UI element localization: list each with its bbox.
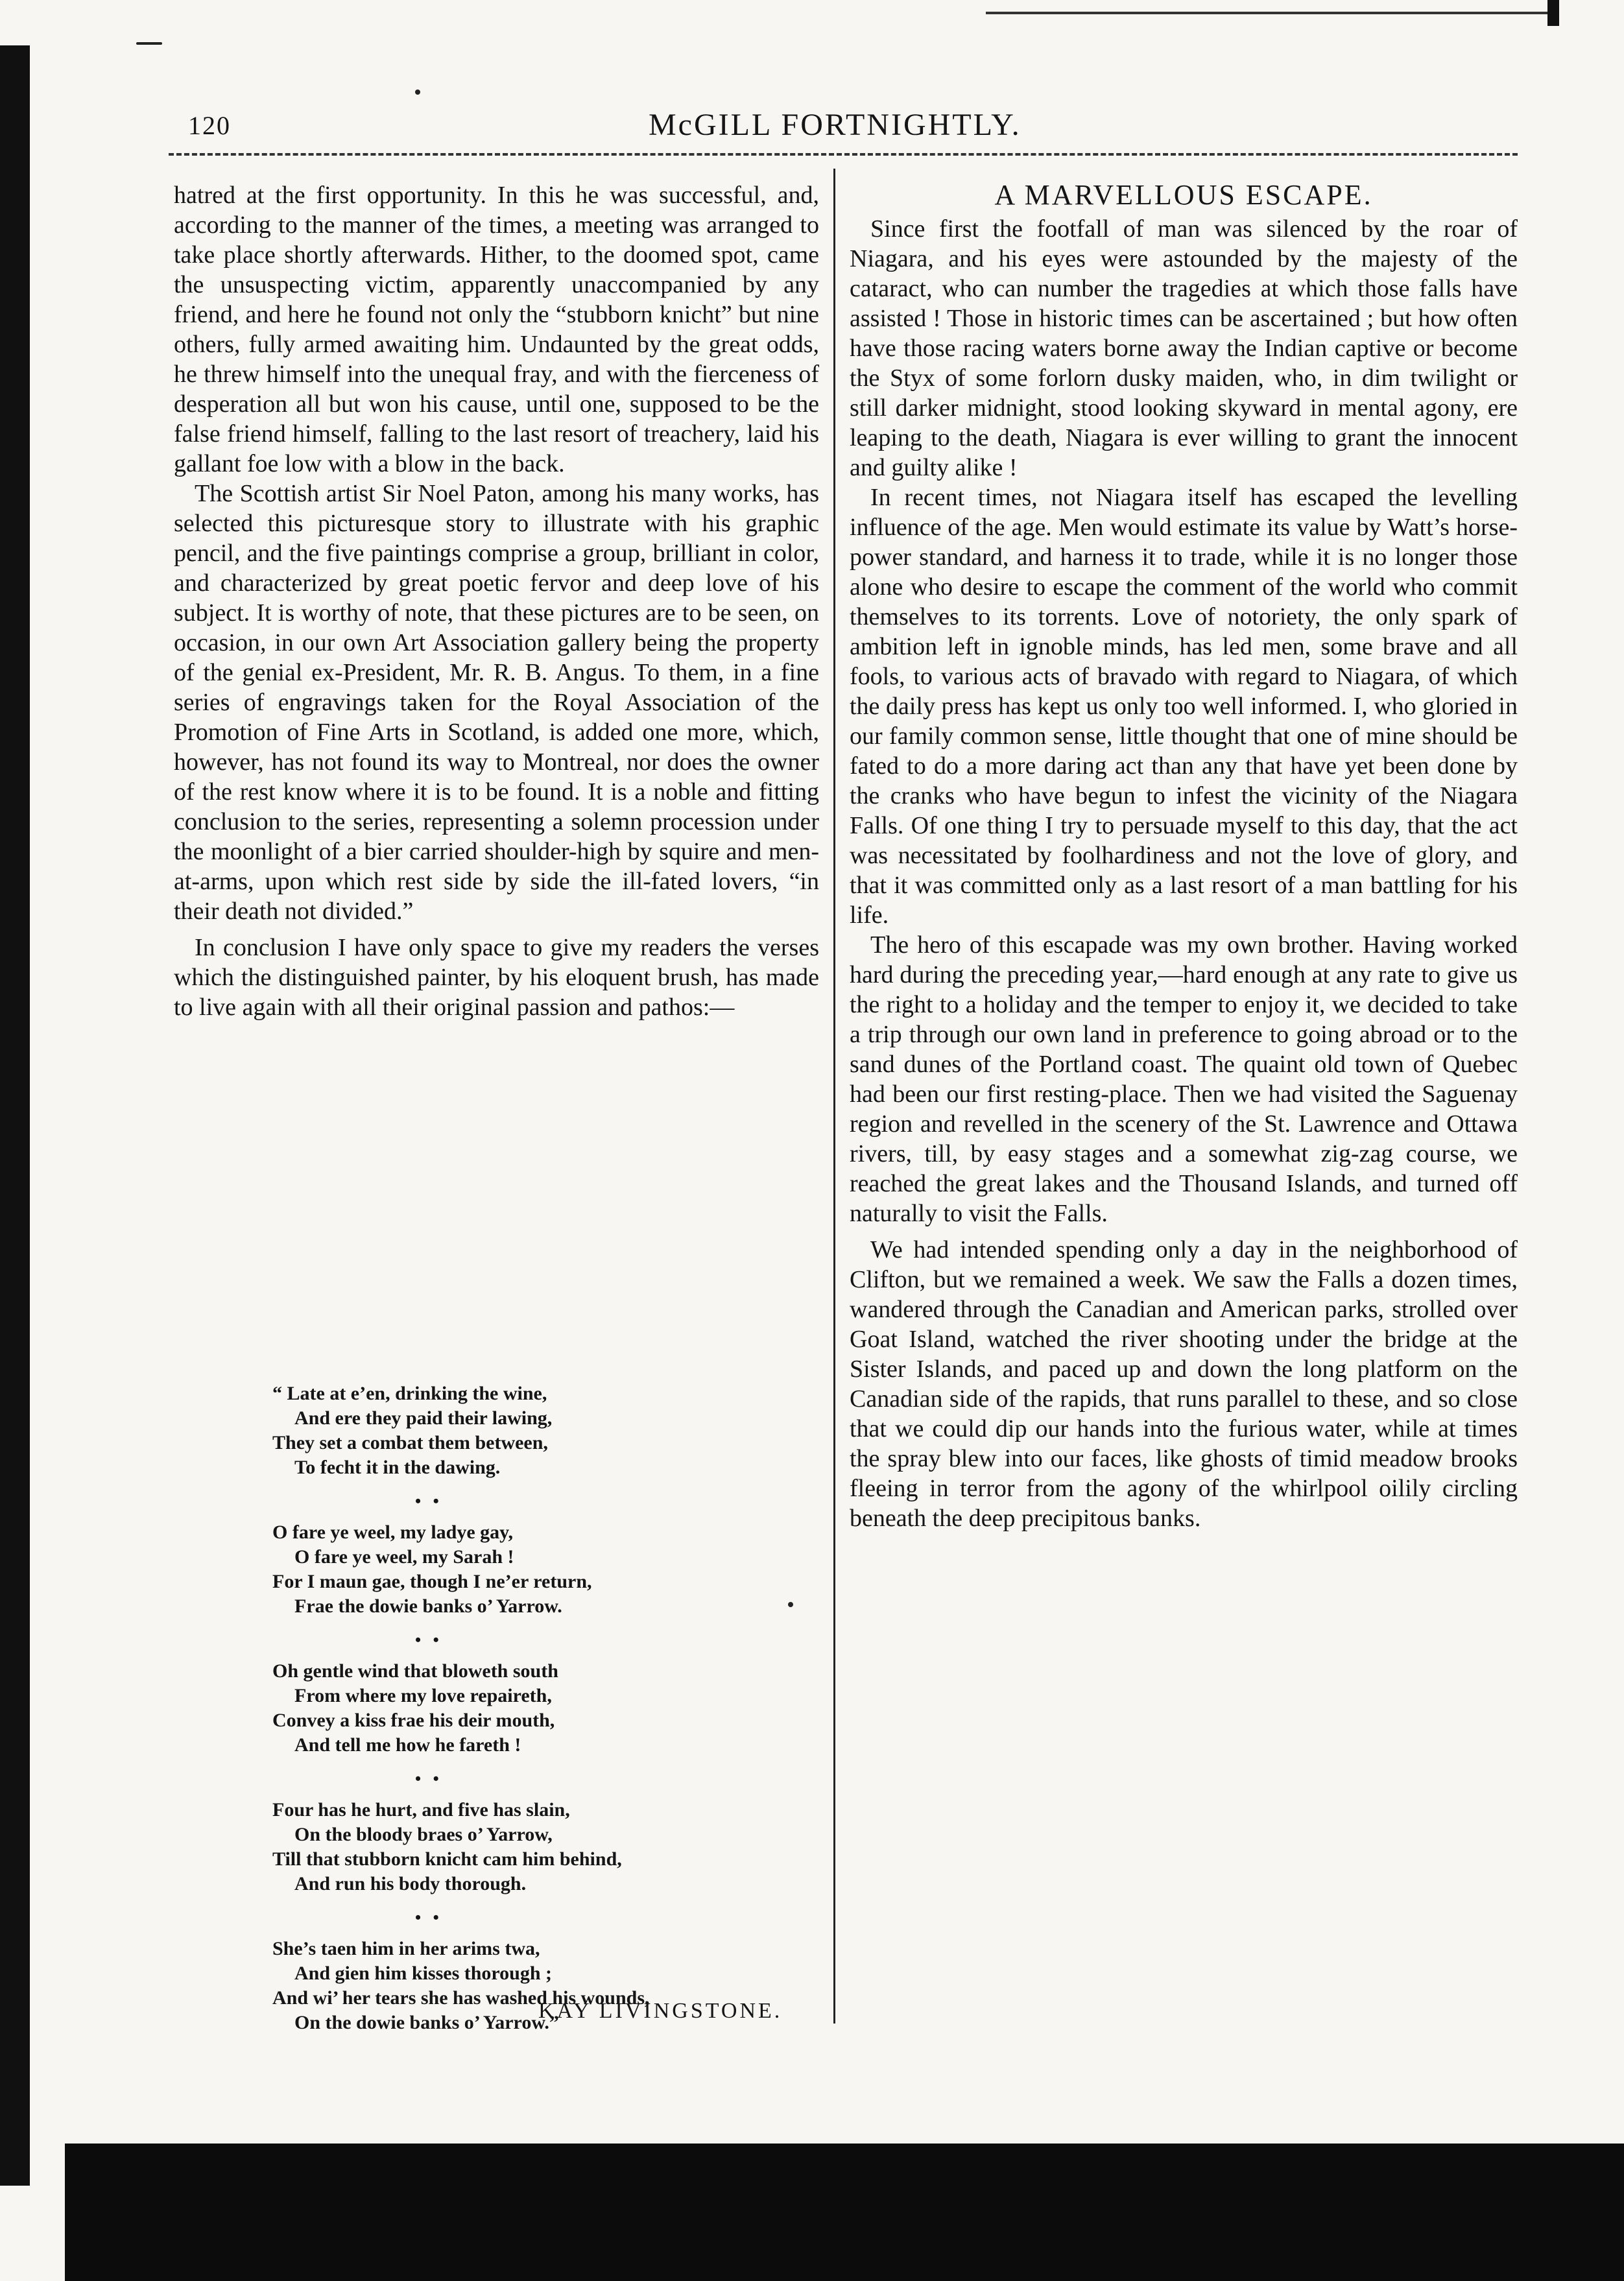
paragraph: The hero of this escapade was my own brother. Having worked hard during the preceding year,—hard enough at any rate to give us the right to a holiday and the temper to enjoy it, we decided to take a trip through our own land in preference to going abroad or to the sand dunes of the Portland coast. The quaint old town of Quebec had been our first resting-place. Then we had visited the Saguenay region and revelled in the scenery of the St. Lawrence and Ottawa rivers, till, by easy stages and a somewhat zig-zag course, we reached the great lakes and the Thousand Islands, and turned off naturally to visit the Falls. bbox=[850, 931, 1518, 1227]
poem-stanza bbox=[272, 1381, 804, 1480]
paragraph: In conclusion I have only space to give my readers the verses which the distinguished painter, by his eloquent brush, has made to live again with all their original passion and pathos:— bbox=[174, 934, 819, 1021]
poem-line: She’s taen him in her arims twa, bbox=[272, 1938, 540, 1959]
stanza-separator: • • bbox=[415, 1769, 443, 1788]
page-number: 120 bbox=[188, 111, 231, 140]
poem-line: On the dowie banks o’ Yarrow.” bbox=[294, 2012, 559, 2033]
paragraph: In recent times, not Niagara itself has escaped the levelling influence of the age. Men would estimate its value by Watt’s horse-power standard, and harness it to trade, while it is no longer those alone who desire to escape the comment of the world who commit themselves to its torrents. Love of notoriety, the only spark of ambition left in ignoble minds, has led men, some brave and all fools, to various acts of bravado with regard to Niagara, of which the daily press has kept us only too well informed. I, who gloried in our family common sense, little thought that one of mine should be fated to do a more daring act than any that have yet been done by the cranks who have begun to infest the vicinity of the Niagara Falls. Of one thing I try to persuade myself to this day, that the act was necessitated by foolhardiness and not the love of glory, and that it was committed only as a last resort of a man battling for his life. bbox=[850, 484, 1518, 929]
poem-line: Four has he hurt, and five has slain, bbox=[272, 1799, 570, 1821]
poem-stanza bbox=[272, 1520, 804, 1619]
poem-line: From where my love repaireth, bbox=[294, 1685, 552, 1706]
poem-stanza bbox=[272, 1798, 804, 1896]
poem bbox=[272, 1381, 804, 2061]
scan-mark-corner bbox=[1547, 0, 1559, 26]
poem-stanza bbox=[272, 1659, 804, 1758]
poem-line: Convey a kiss frae his deir mouth, bbox=[272, 1710, 555, 1731]
column-rule bbox=[833, 169, 835, 2024]
poem-line: Till that stubborn knicht cam him behind, bbox=[272, 1848, 622, 1870]
poem-line: “ Late at e’en, drinking the wine, bbox=[272, 1383, 547, 1404]
poem-line: And ere they paid their lawing, bbox=[294, 1407, 553, 1429]
poem-line: Frae the dowie banks o’ Yarrow. bbox=[294, 1595, 562, 1617]
paragraph: Since first the footfall of man was silenced by the roar of Niagara, and his eyes were astounded by the majesty of the cataract, who can number the tragedies at which those falls have assisted ! Those in historic times can be ascertained ; but how often have those racing waters borne away the Indian captive or become the Styx of some forlorn dusky maiden, who, in dim twilight or still darker midnight, stood looking skyward in mental agony, ere leaping to the death, Niagara is ever willing to grant the innocent and guilty alike ! bbox=[850, 215, 1518, 481]
scan-edge-bottom bbox=[65, 2144, 1624, 2281]
paragraph: hatred at the first opportunity. In this he was successful, and, according to the manner of the times, a meeting was arranged to take place shortly afterwards. Hither, to the doomed spot, came the unsuspecting victim, apparently unaccompanied by any friend, and here he found not only the “stubborn knicht” but nine others, fully armed awaiting him. Undaunted by the great odds, he threw himself into the unequal fray, and with the fierceness of desperation all but won his cause, until one, supposed to be the false friend himself, falling to the last resort of treachery, laid his gallant foe low with a blow in the back. bbox=[174, 182, 819, 477]
stanza-separator: • • bbox=[415, 1492, 443, 1511]
paragraph: We had intended spending only a day in the neighborhood of Clifton, but we remained a week. We saw the Falls a dozen times, wandered through the Canadian and American parks, strolled over Goat Island, watched the river shooting under the bridge at the Sister Islands, and paced up and down the long platform on the Canadian side of the rapids, that runs parallel to these, and so close that we could dip our hands into the furious water, while at times the spray blew into our faces, like ghosts of timid meadow brooks fleeing in terror from the agony of the whirlpool oilily circling beneath the deep precipitous banks. bbox=[850, 1236, 1518, 1532]
stanza-separator: • • bbox=[415, 1630, 443, 1649]
right-column bbox=[850, 180, 1518, 1533]
poem-line: To fecht it in the dawing. bbox=[294, 1457, 501, 1478]
scan-mark-top bbox=[986, 12, 1557, 14]
scan-speck bbox=[136, 42, 162, 45]
poem-line: O fare ye weel, my Sarah ! bbox=[294, 1546, 514, 1568]
poem-line: And gien him kisses thorough ; bbox=[294, 1963, 553, 1984]
stanza-separator: • • bbox=[415, 1908, 443, 1927]
poem-line: They set a combat them between, bbox=[272, 1432, 548, 1453]
poem-line: O fare ye weel, my ladye gay, bbox=[272, 1522, 514, 1543]
poem-line: On the bloody braes o’ Yarrow, bbox=[294, 1824, 553, 1845]
running-head: McGILL FORTNIGHTLY. bbox=[649, 108, 1021, 142]
header-rule bbox=[169, 153, 1518, 156]
poem-line: Oh gentle wind that bloweth south bbox=[272, 1660, 558, 1682]
poem-line: And tell me how he fareth ! bbox=[294, 1734, 521, 1756]
poem-line: And wi’ her tears she has washed his wounds, bbox=[272, 1987, 650, 2009]
scan-speck bbox=[415, 90, 420, 95]
author-signature: KAY LIVINGSTONE. bbox=[538, 1999, 783, 2023]
poem-line: For I maun gae, though I ne’er return, bbox=[272, 1571, 592, 1592]
left-column bbox=[174, 180, 819, 1022]
paragraph: The Scottish artist Sir Noel Paton, among his many works, has selected this picturesque story to illustrate with his graphic pencil, and the five paintings comprise a group, brilliant in color, and characterized by great poetic fervor and deep love of his subject. It is worthy of note, that these pictures are to be seen, on occasion, in our own Art Association gallery being the property of the genial ex-President, Mr. R. B. Angus. To them, in a fine series of engravings taken for the Royal Association of the Promotion of Fine Arts in Scotland, is added one more, which, however, has not found its way to Montreal, nor does the owner of the rest know where it is to be found. It is a noble and fitting conclusion to the series, representing a solemn procession under the moonlight of a bier carried shoulder-high by squire and men-at-arms, upon which rest side by side the ill-fated lovers, “in their death not divided.” bbox=[174, 480, 819, 925]
scan-edge-left bbox=[0, 45, 30, 2186]
article-title: A MARVELLOUS ESCAPE. bbox=[994, 179, 1373, 211]
poem-line: And run his body thorough. bbox=[294, 1873, 527, 1894]
